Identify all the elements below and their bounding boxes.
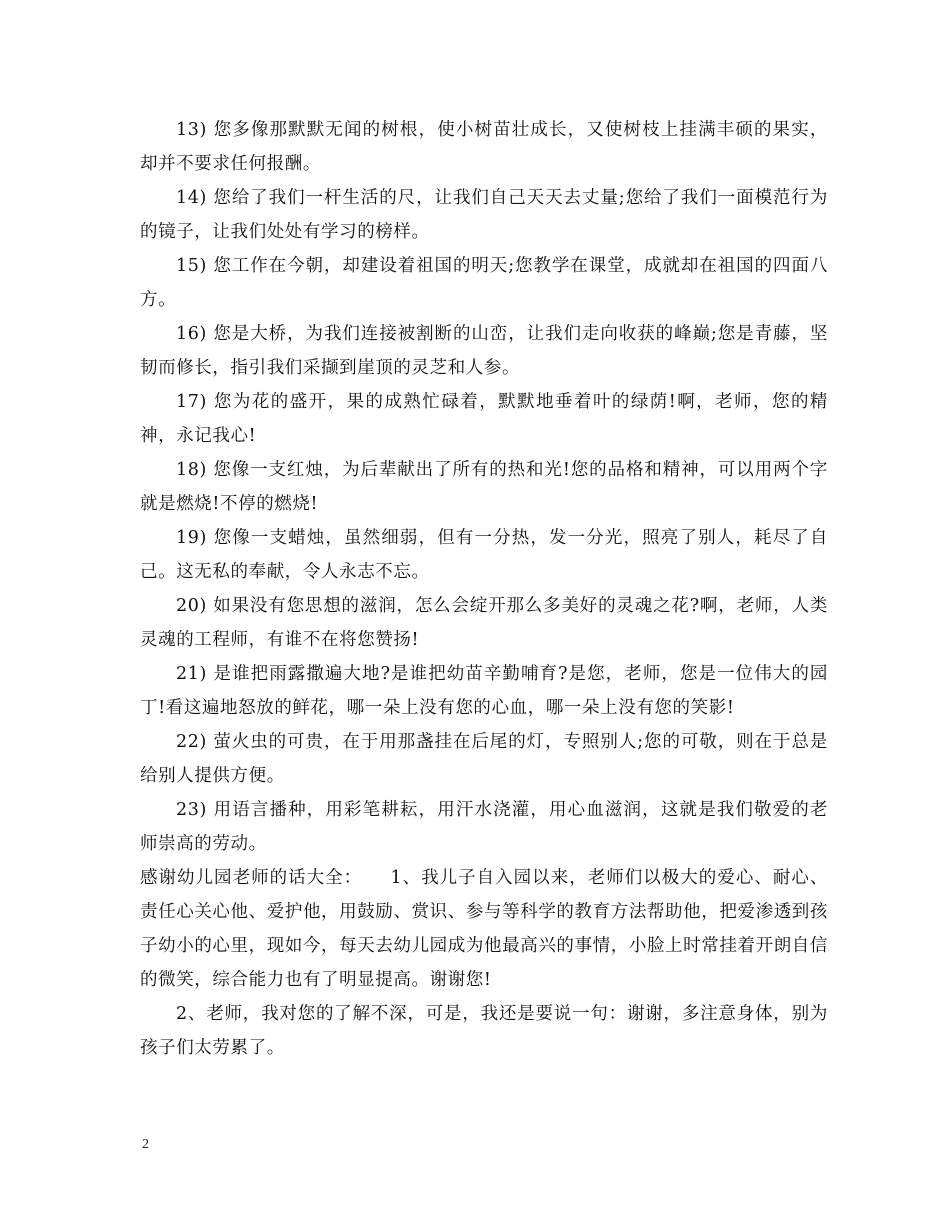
paragraph-13: 13) 您多像那默默无闻的树根，使小树苗壮成长，又使树枝上挂满丰硕的果实，却并不要求任何报酬。 xyxy=(140,120,828,174)
section-kindergarten-thanks: 感谢幼儿园老师的话大全： 1、我儿子自入园以来，老师们以极大的爱心、耐心、责任心关心他、爱护他，用鼓励、赏识、参与等科学的教育方法帮助他，把爱渗透到孩子幼小的心里，现如今，每天去幼儿园成为他最高兴的事情，小脸上时常挂着开朗自信的微笑，综合能力也有了明显提高。谢谢您! xyxy=(140,868,828,990)
page-number: 2 xyxy=(142,1137,149,1152)
paragraph-15: 15) 您工作在今朝，却建设着祖国的明天;您教学在课堂，成就却在祖国的四面八方。 xyxy=(140,256,828,310)
document-body xyxy=(140,113,828,1065)
paragraph-22: 22) 萤火虫的可贵，在于用那盏挂在后尾的灯，专照别人;您的可敬，则在于总是给别人提供方便。 xyxy=(140,732,828,786)
paragraph-17: 17) 您为花的盛开，果的成熟忙碌着，默默地垂着叶的绿荫!啊，老师，您的精神，永记我心! xyxy=(140,392,828,446)
paragraph-16: 16) 您是大桥，为我们连接被割断的山峦，让我们走向收获的峰巅;您是青藤，坚韧而修长，指引我们采撷到崖顶的灵芝和人参。 xyxy=(140,324,828,378)
paragraph-14: 14) 您给了我们一杆生活的尺，让我们自己天天去丈量;您给了我们一面模范行为的镜子，让我们处处有学习的榜样。 xyxy=(140,188,828,242)
paragraph-23: 23) 用语言播种，用彩笔耕耘，用汗水浇灌，用心血滋润，这就是我们敬爱的老师崇高的劳动。 xyxy=(140,800,828,854)
paragraph-19: 19) 您像一支蜡烛，虽然细弱，但有一分热，发一分光，照亮了别人，耗尽了自己。这无私的奉献，令人永志不忘。 xyxy=(140,528,828,582)
paragraph-21: 21) 是谁把雨露撒遍大地?是谁把幼苗辛勤哺育?是您，老师，您是一位伟大的园丁!看这遍地怒放的鲜花，哪一朵上没有您的心血，哪一朵上没有您的笑影! xyxy=(140,664,828,718)
paragraph-20: 20) 如果没有您思想的滋润，怎么会绽开那么多美好的灵魂之花?啊，老师，人类灵魂的工程师，有谁不在将您赞扬! xyxy=(140,596,828,650)
paragraph-18: 18) 您像一支红烛，为后辈献出了所有的热和光!您的品格和精神，可以用两个字就是燃烧!不停的燃烧! xyxy=(140,460,828,514)
paragraph-thanks-2: 2、老师，我对您的了解不深，可是，我还是要说一句：谢谢，多注意身体，别为孩子们太劳累了。 xyxy=(140,1004,828,1058)
